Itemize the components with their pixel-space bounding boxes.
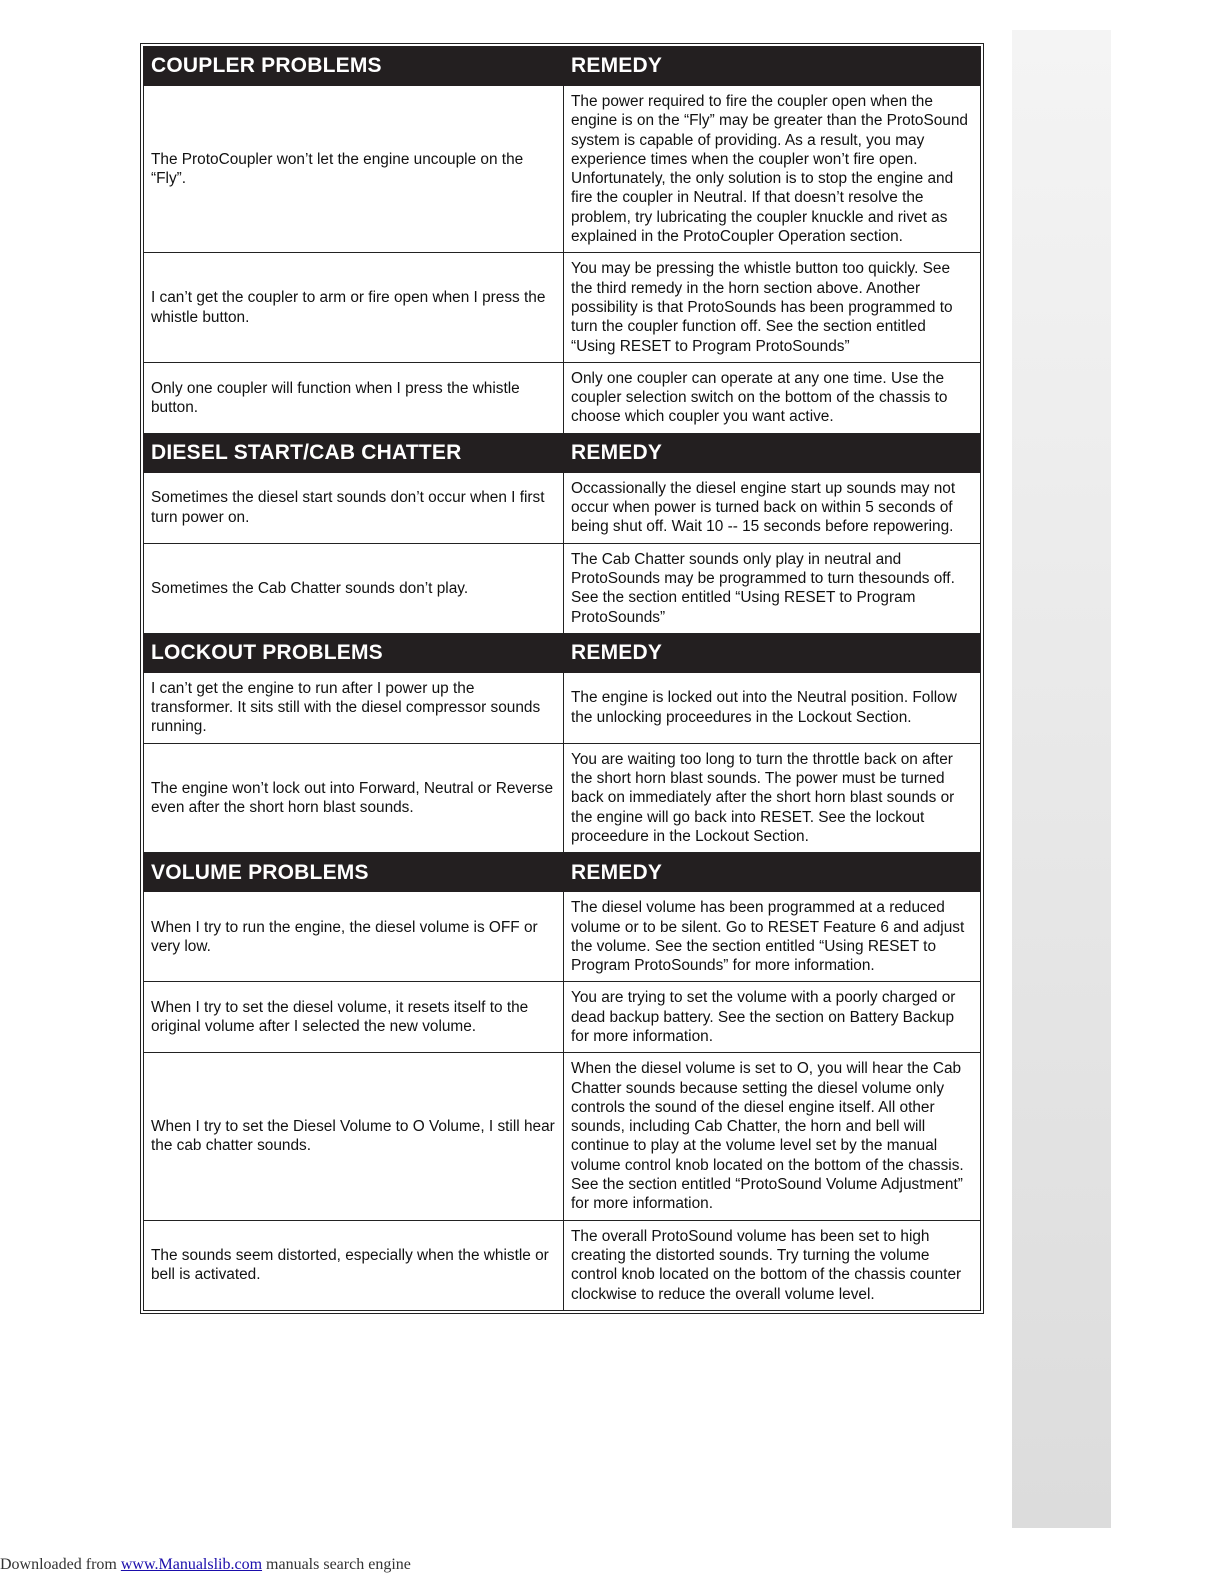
table-row xyxy=(144,1053,981,1220)
problem-cell: I can’t get the engine to run after I power up the transformer. It sits still with the diesel compressor sounds running. xyxy=(144,672,564,743)
problem-cell: I can’t get the coupler to arm or fire open when I press the whistle button. xyxy=(144,253,564,362)
section-header-row xyxy=(144,47,981,86)
remedy-column-title: REMEDY xyxy=(564,633,981,672)
problem-cell: When I try to set the Diesel Volume to O Volume, I still hear the cab chatter sounds. xyxy=(144,1053,564,1220)
section-header-row xyxy=(144,433,981,472)
manualslib-link[interactable]: www.Manualslib.com xyxy=(120,1556,263,1573)
table-row xyxy=(144,362,981,433)
problem-cell: The sounds seem distorted, especially when the whistle or bell is activated. xyxy=(144,1220,564,1310)
remedy-column-title: REMEDY xyxy=(564,47,981,86)
problem-cell: The engine won’t lock out into Forward, Neutral or Reverse even after the short horn blast sounds. xyxy=(144,743,564,852)
section-title: VOLUME PROBLEMS xyxy=(144,853,564,892)
remedy-column-title: REMEDY xyxy=(564,853,981,892)
problem-cell: When I try to run the engine, the diesel volume is OFF or very low. xyxy=(144,892,564,982)
table-row xyxy=(144,1220,981,1310)
table-row xyxy=(144,672,981,743)
remedy-cell: The Cab Chatter sounds only play in neutral and ProtoSounds may be programmed to turn thesounds off. See the section entitled “Using RESET to Program ProtoSounds” xyxy=(564,543,981,633)
section-title: DIESEL START/CAB CHATTER xyxy=(144,433,564,472)
table-row xyxy=(144,982,981,1053)
remedy-cell: You may be pressing the whistle button too quickly. See the third remedy in the horn section above. Another possibility is that ProtoSounds has been programmed to turn the coupler function off. See the section entitled “Using RESET to Program ProtoSounds” xyxy=(564,253,981,362)
section-header-row xyxy=(144,633,981,672)
table-row xyxy=(144,253,981,362)
remedy-cell: You are trying to set the volume with a poorly charged or dead backup battery. See the section on Battery Backup for more information. xyxy=(564,982,981,1053)
problem-cell: Sometimes the diesel start sounds don’t occur when I first turn power on. xyxy=(144,472,564,543)
page-side-strip xyxy=(1012,30,1111,1528)
problem-cell: The ProtoCoupler won’t let the engine uncouple on the “Fly”. xyxy=(144,86,564,253)
table-row xyxy=(144,472,981,543)
section-header-row xyxy=(144,853,981,892)
remedy-cell: When the diesel volume is set to O, you will hear the Cab Chatter sounds because setting the diesel volume only controls the sound of the diesel engine itself. All other sounds, including Cab Chatter, the horn and bell will continue to play at the volume level set by the manual volume control knob located on the bottom of the chassis. See the section entitled “ProtoSound Volume Adjustment” for more information. xyxy=(564,1053,981,1220)
remedy-cell: The power required to fire the coupler open when the engine is on the “Fly” may be greater than the ProtoSound system is capable of providing. As a result, you may experience times when the coupler won’t fire open. Unfortunately, the only solution is to stop the engine and fire the coupler in Neutral. If that doesn’t resolve the problem, try lubricating the coupler knuckle and rivet as explained in the ProtoCoupler Operation section. xyxy=(564,86,981,253)
remedy-column-title: REMEDY xyxy=(564,433,981,472)
remedy-cell: The overall ProtoSound volume has been set to high creating the distorted sounds. Try turning the volume control knob located on the bottom of the chassis counter clockwise to reduce the overall volume level. xyxy=(564,1220,981,1310)
table-row xyxy=(144,543,981,633)
problem-cell: When I try to set the diesel volume, it resets itself to the original volume after I selected the new volume. xyxy=(144,982,564,1053)
footer-prefix: Downloaded from xyxy=(0,1556,121,1573)
remedy-cell: The engine is locked out into the Neutral position. Follow the unlocking proceedures in the Lockout Section. xyxy=(564,672,981,743)
table-row xyxy=(144,743,981,852)
remedy-cell: Occassionally the diesel engine start up sounds may not occur when power is turned back on within 5 seconds of being shut off. Wait 10 -- 15 seconds before repowering. xyxy=(564,472,981,543)
remedy-cell: The diesel volume has been programmed at a reduced volume or to be silent. Go to RESET Feature 6 and adjust the volume. See the section entitled “Using RESET to Program ProtoSounds” for more information. xyxy=(564,892,981,982)
troubleshooting-table xyxy=(143,46,981,1311)
download-footer xyxy=(0,1556,411,1574)
section-title: LOCKOUT PROBLEMS xyxy=(144,633,564,672)
footer-suffix: manuals search engine xyxy=(262,1556,411,1573)
section-title: COUPLER PROBLEMS xyxy=(144,47,564,86)
problem-cell: Only one coupler will function when I press the whistle button. xyxy=(144,362,564,433)
problem-cell: Sometimes the Cab Chatter sounds don’t play. xyxy=(144,543,564,633)
table-row xyxy=(144,892,981,982)
troubleshooting-table-frame xyxy=(140,43,984,1314)
remedy-cell: Only one coupler can operate at any one time. Use the coupler selection switch on the bottom of the chassis to choose which coupler you want active. xyxy=(564,362,981,433)
remedy-cell: You are waiting too long to turn the throttle back on after the short horn blast sounds. The power must be turned back on immediately after the short horn blast sounds or the engine will go back into RESET. See the lockout proceedure in the Lockout Section. xyxy=(564,743,981,852)
table-row xyxy=(144,86,981,253)
